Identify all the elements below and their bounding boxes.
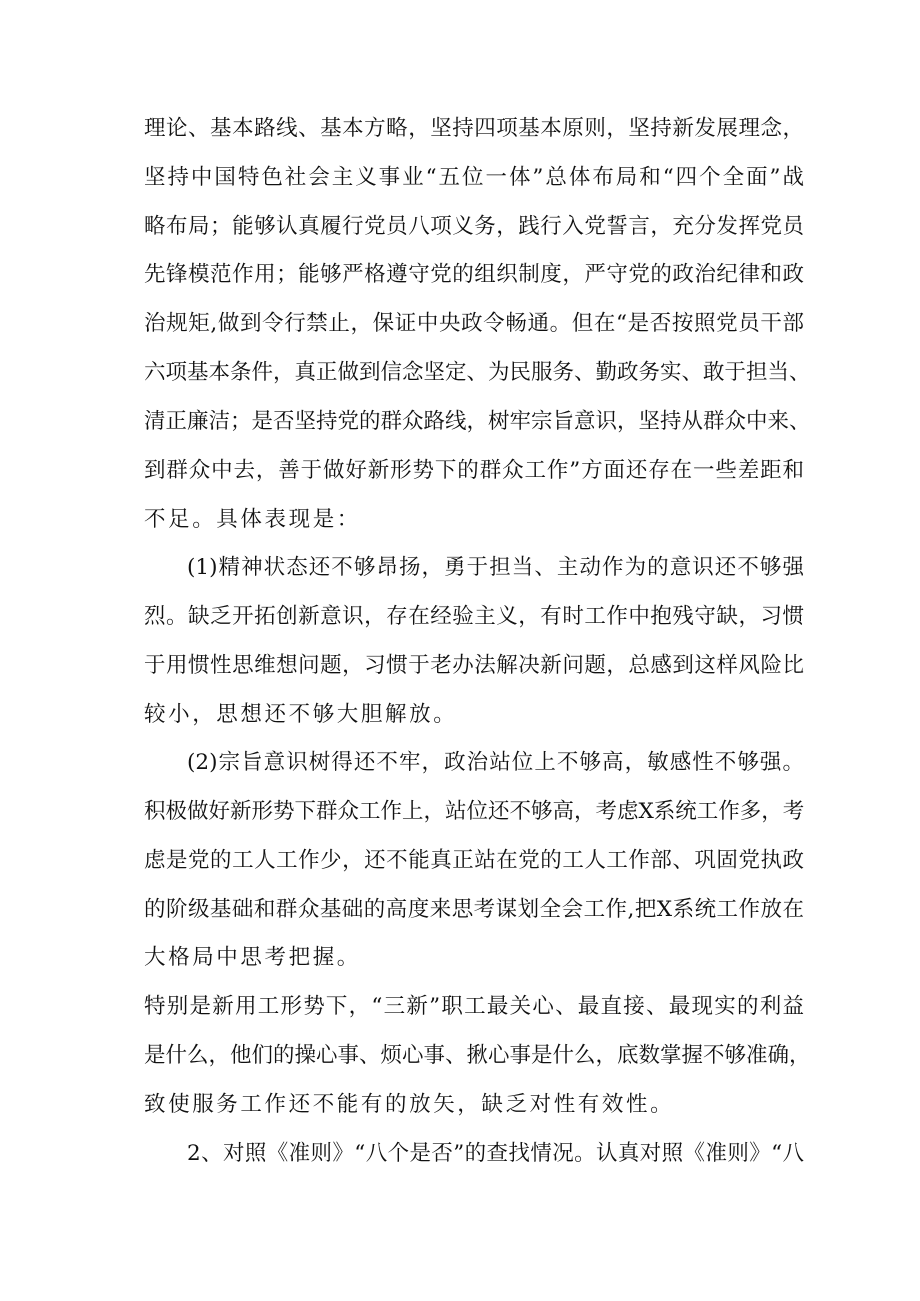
text-line: 是什么，他们的操心事、烦心事、揪心事是什么，底数掌握不够准确， — [144, 1043, 811, 1068]
text-line: 大格局中思考把握。 — [144, 945, 361, 970]
text-line: 烈。缺乏开拓创新意识，存在经验主义，有时工作中抱残守缺，习惯 — [144, 604, 804, 629]
text-line: 清正廉洁；是否坚持党的群众路线，树牢宗旨意识，坚持从群众中来、 — [144, 409, 811, 434]
text-line: 的阶级基础和群众基础的高度来思考谋划全会工作,把X系统工作放在 — [144, 897, 804, 922]
text-line: 虑是党的工人工作少，还不能真正站在党的工人工作部、巩固党执政 — [144, 848, 804, 873]
text-line: 坚持中国特色社会主义事业“五位一体”总体布局和“四个全面”战 — [144, 165, 804, 190]
text-line: 不足。具体表现是： — [144, 507, 361, 532]
paragraph-1-first-line: (1)精神状态还不够昂扬，勇于担当、主动作为的意识还不够强 — [187, 555, 804, 580]
text-line: 到群众中去，善于做好新形势下的群众工作”方面还存在一些差距和 — [144, 458, 804, 483]
paragraph-2-first-line: (2)宗旨意识树得还不牢，政治站位上不够高，敏感性不够强。 — [187, 750, 804, 775]
text-line: 先锋模范作用；能够严格遵守党的组织制度，严守党的政治纪律和政 — [144, 262, 804, 287]
text-line: 六项基本条件，真正做到信念坚定、为民服务、勤政务实、敢于担当、 — [144, 360, 811, 385]
text-line: 理论、基本路线、基本方略，坚持四项基本原则，坚持新发展理念， — [144, 116, 804, 141]
text-line: 于用惯性思维想问题，习惯于老办法解决新问题，总感到这样风险比 — [144, 653, 804, 678]
section-2-heading-line: 2、对照《准则》“八个是否”的查找情况。认真对照《准则》“八 — [187, 1141, 804, 1166]
text-line: 致使服务工作还不能有的放矢，缺乏对性有效性。 — [144, 1092, 675, 1117]
text-line: 治规矩,做到令行禁止，保证中央政令畅通。但在“是否按照党员干部 — [144, 311, 804, 336]
text-line: 积极做好新形势下群众工作上，站位还不够高，考虑X系统工作多，考 — [144, 799, 805, 824]
text-line: 略布局；能够认真履行党员八项义务，践行入党誓言，充分发挥党员 — [144, 214, 804, 239]
text-line: 特别是新用工形势下，“三新”职工最关心、最直接、最现实的利益 — [144, 994, 804, 1019]
text-line: 较小，思想还不够大胆解放。 — [144, 702, 458, 727]
